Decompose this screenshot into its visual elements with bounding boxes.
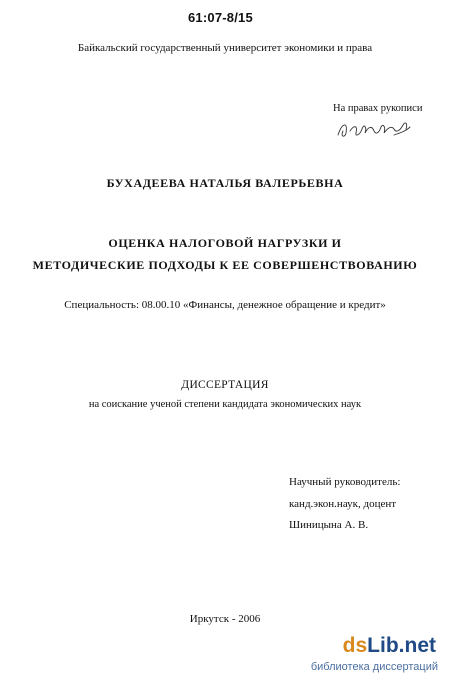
dissertation-title-line-2: МЕТОДИЧЕСКИЕ ПОДХОДЫ К ЕЕ СОВЕРШЕНСТВОВАНИЮ <box>32 258 418 272</box>
dslib-watermark <box>272 634 444 678</box>
specialty-line: Специальность: 08.00.10 «Финансы, денежное обращение и кредит» <box>64 299 386 311</box>
dslib-subtitle: библиотека диссертаций <box>310 661 438 673</box>
dslib-logo: dsLib.net <box>342 634 436 657</box>
dissertation-title-line-1: ОЦЕНКА НАЛОГОВОЙ НАГРУЗКИ И <box>108 236 342 250</box>
archive-code: 61:07-8/15 <box>188 10 253 25</box>
advisor-label: Научный руководитель: <box>289 476 401 488</box>
university-name: Байкальский государственный университет экономики и права <box>77 42 373 54</box>
advisor-degree: канд.экон.наук, доцент <box>289 498 397 510</box>
advisor-name: Шиницына А. В. <box>289 519 369 531</box>
degree-line: на соискание ученой степени кандидата экономических наук <box>88 399 362 410</box>
handwritten-signature <box>334 113 414 143</box>
manuscript-rights-note: На правах рукописи <box>333 103 423 114</box>
author-name: БУХАДЕЕВА НАТАЛЬЯ ВАЛЕРЬЕВНА <box>106 176 344 190</box>
document-type: ДИССЕРТАЦИЯ <box>181 379 269 391</box>
city-year: Иркутск - 2006 <box>189 613 261 625</box>
